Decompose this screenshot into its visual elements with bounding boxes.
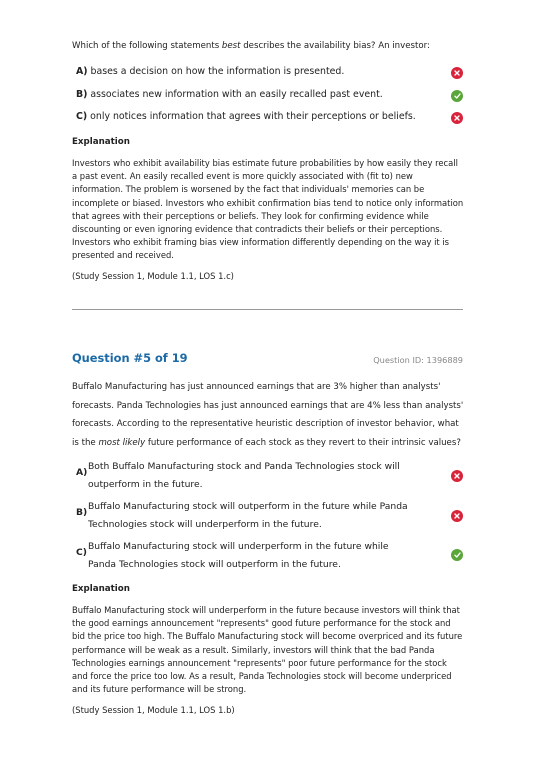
- question-title: Question #5 of 19: [72, 351, 188, 365]
- answer-option-b[interactable]: [72, 89, 463, 100]
- answer-option-a[interactable]: [72, 66, 463, 77]
- answer-option-c[interactable]: [72, 538, 463, 574]
- option-letter: A): [76, 467, 88, 478]
- incorrect-icon: [451, 67, 463, 79]
- correct-check-icon: [451, 549, 463, 561]
- incorrect-icon: [451, 510, 463, 522]
- explanation-heading: Explanation: [72, 584, 130, 594]
- stem-emphasis: most likely: [98, 437, 146, 448]
- stem-text: describes the availability bias? An investor:: [240, 41, 430, 51]
- answer-option-a[interactable]: [72, 458, 463, 494]
- incorrect-icon: [451, 112, 463, 124]
- option-text: Buffalo Manufacturing stock will outperform in the future while Panda Technologies stock will underperform in the future.: [88, 501, 408, 530]
- explanation-text: Buffalo Manufacturing stock will underperform in the future because investors will think that the good earnings announcement "represents" good future performance for the stock and bid the price too high. The Buffalo Manufacturing stock will become overpriced and its future performance will be weak as a result. Similarly, investors will think that the bad Panda Technologies earnings announcement "represents" poor future performance for the stock and force the price too low. As a result, Panda Technologies stock will become underpriced and its future performance will be strong.: [72, 605, 463, 695]
- option-letter: B): [76, 507, 88, 518]
- option-text: only notices information that agrees with their perceptions or beliefs.: [90, 111, 416, 122]
- option-text: bases a decision on how the information is presented.: [90, 66, 345, 77]
- explanation-text: Investors who exhibit availability bias estimate future probabilities by how easily they recall a past event. An easily recalled event is more quickly associated with (fit to) new information. The problem is worsened by the fact that individuals' memories can be incomplete or biased. Investors who exhibit confirmation bias tend to notice only information that agrees with their perceptions or beliefs. They look for confirming evidence while discounting or even ignoring evidence that contradicts their beliefs or their perceptions. Investors who exhibit framing bias view information differently depending on the way it is presented and received.: [72, 158, 464, 261]
- stem-emphasis: best: [221, 41, 241, 51]
- correct-check-icon: [451, 90, 463, 102]
- explanation-heading: Explanation: [72, 137, 130, 147]
- option-letter: B): [76, 89, 88, 100]
- option-letter: C): [76, 547, 87, 558]
- question-stem: [72, 40, 463, 53]
- answer-option-c[interactable]: [72, 111, 463, 122]
- citation: (Study Session 1, Module 1.1, LOS 1.c): [72, 271, 234, 281]
- stem-text: Buffalo Manufacturing has just announced earnings that are 3% higher than analysts' forecasts. Panda Technologies has just announced earnings that are 4% less than analysts' forecasts. According to the representative heuristic description of investor behavior, what is the: [72, 382, 464, 448]
- option-text: associates new information with an easily recalled past event.: [90, 89, 383, 100]
- option-letter: C): [76, 111, 88, 122]
- question-id: Question ID: 1396889: [373, 355, 463, 365]
- stem-text: Which of the following statements: [72, 41, 222, 51]
- option-letter: A): [76, 66, 88, 77]
- option-text: Both Buffalo Manufacturing stock and Panda Technologies stock will outperform in the future.: [88, 461, 400, 490]
- divider: [72, 309, 463, 310]
- citation: (Study Session 1, Module 1.1, LOS 1.b): [72, 705, 235, 715]
- question-stem: [72, 378, 464, 452]
- incorrect-icon: [451, 470, 463, 482]
- option-text: Buffalo Manufacturing stock will underperform in the future while Panda Technologies stock will outperform in the future.: [88, 541, 389, 570]
- stem-text: future performance of each stock as they revert to their intrinsic values?: [145, 437, 461, 448]
- answer-option-b[interactable]: [72, 498, 463, 534]
